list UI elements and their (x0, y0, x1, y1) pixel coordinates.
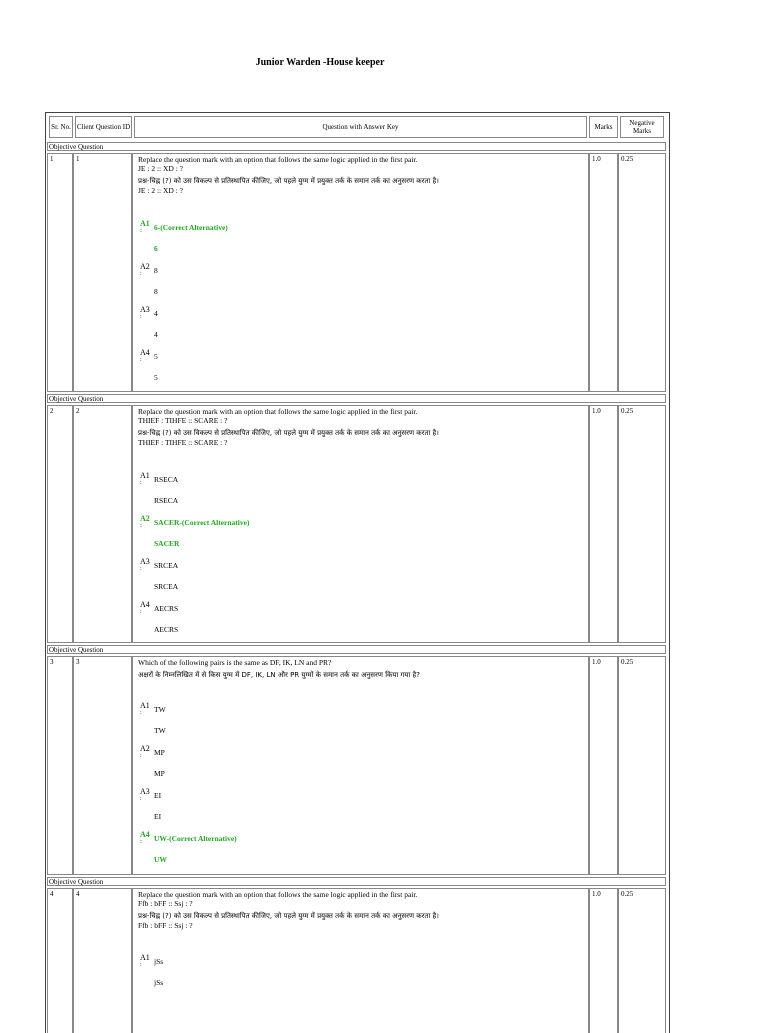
answer-option (140, 262, 440, 298)
question-line: Ffb : bFF :: Ssj : ? (138, 899, 193, 908)
answer-option (140, 305, 440, 341)
question-line: Replace the question mark with an option that follows the same logic applied in the first pair. (138, 407, 418, 416)
option-colon: : (140, 480, 142, 486)
sr-no-cell: 2 (47, 405, 73, 643)
option-repeat-text: SRCEA (154, 582, 179, 591)
option-colon: : (140, 710, 142, 716)
option-label-text: A1 (140, 701, 150, 710)
option-label-text: A1 (140, 953, 150, 962)
option-colon: : (140, 357, 142, 363)
document-title: Junior Warden -House keeper (255, 57, 385, 68)
option-label (140, 830, 152, 845)
option-colon: : (140, 314, 142, 320)
header-client-question-id: Client Question ID (75, 116, 132, 138)
negative-marks-cell: 0.25 (618, 656, 666, 875)
option-label (140, 557, 152, 572)
negative-marks-cell: 0.25 (618, 405, 666, 643)
option-repeat-text: TW (154, 726, 166, 735)
header-sr-no: Sr. No. (49, 116, 73, 138)
client-question-id-cell: 3 (73, 656, 132, 875)
option-label-text: A4 (140, 348, 150, 357)
negative-marks-cell: 0.25 (618, 888, 666, 1033)
option-label-text: A1 (140, 219, 150, 228)
option-text: jSs (154, 957, 164, 966)
header-negative-marks: Negative Marks (620, 116, 664, 138)
answer-option (140, 557, 440, 593)
option-text: 4 (154, 309, 158, 318)
option-repeat-text: RSECA (154, 496, 179, 505)
marks-cell: 1.0 (589, 153, 618, 392)
answer-option (140, 953, 440, 989)
question-line: JE : 2 :: XD : ? (138, 164, 183, 173)
option-label (140, 514, 152, 529)
option-label-text: A3 (140, 557, 150, 566)
option-text: 5 (154, 352, 158, 361)
section-label: Objective Question (47, 394, 666, 403)
marks-cell: 1.0 (589, 405, 618, 643)
option-repeat-text: 6 (154, 244, 158, 253)
question-line: प्रश्न-चिह्न (?) को उस विकल्प से प्रतिस्थापित कीजिए, जो पहले युग्म में प्रयुक्त तर्क के समान तर्क का अनुसरण करता है। (138, 429, 439, 437)
question-line: Which of the following pairs is the same as DF, IK, LN and PR? (138, 658, 332, 667)
question-line: प्रश्न-चिह्न (?) को उस विकल्प से प्रतिस्थापित कीजिए, जो पहले युग्म में प्रयुक्त तर्क के समान तर्क का अनुसरण करता है। (138, 177, 439, 185)
client-question-id-cell: 4 (73, 888, 132, 1033)
option-colon: : (140, 609, 142, 615)
option-repeat-text: MP (154, 769, 165, 778)
option-text: AECRS (154, 604, 179, 613)
option-text: SRCEA (154, 561, 179, 570)
answer-option (140, 514, 440, 550)
option-text: UW-(Correct Alternative) (154, 834, 237, 843)
option-repeat-text: AECRS (154, 625, 179, 634)
option-text: 6-(Correct Alternative) (154, 223, 228, 232)
option-label (140, 348, 152, 363)
option-colon: : (140, 271, 142, 277)
option-text: MP (154, 748, 165, 757)
option-text: 8 (154, 266, 158, 275)
option-label (140, 219, 152, 234)
option-text: EI (154, 791, 162, 800)
section-label: Objective Question (47, 877, 666, 886)
answer-option (140, 701, 440, 737)
question-line: THIEF : TIHFE :: SCARE : ? (138, 416, 228, 425)
answer-option (140, 348, 440, 384)
answer-option (140, 600, 440, 636)
option-colon: : (140, 753, 142, 759)
option-text: SACER-(Correct Alternative) (154, 518, 250, 527)
option-label (140, 787, 152, 802)
sr-no-cell: 3 (47, 656, 73, 875)
option-colon: : (140, 962, 142, 968)
marks-cell: 1.0 (589, 888, 618, 1033)
option-colon: : (140, 796, 142, 802)
question-line: प्रश्न-चिह्न (?) को उस विकल्प से प्रतिस्थापित कीजिए, जो पहले युग्म में प्रयुक्त तर्क के समान तर्क का अनुसरण करता है। (138, 912, 439, 920)
answer-option (140, 787, 440, 823)
option-label-text: A2 (140, 514, 150, 523)
client-question-id-cell: 1 (73, 153, 132, 392)
header-marks: Marks (589, 116, 618, 138)
question-line: JE : 2 :: XD : ? (138, 186, 183, 195)
option-label (140, 471, 152, 486)
answer-option (140, 744, 440, 780)
question-text (138, 155, 439, 195)
question-text (138, 658, 420, 680)
option-label-text: A4 (140, 830, 150, 839)
question-line: Ffb : bFF :: Ssj : ? (138, 921, 193, 930)
option-repeat-text: SACER (154, 539, 180, 548)
option-label (140, 701, 152, 716)
option-label (140, 305, 152, 320)
question-table (45, 112, 670, 1033)
question-text (138, 890, 439, 930)
option-repeat-text: jSs (154, 978, 164, 987)
question-line: Replace the question mark with an option that follows the same logic applied in the first pair. (138, 155, 418, 164)
answer-option (140, 219, 440, 255)
option-text: RSECA (154, 475, 179, 484)
option-label-text: A3 (140, 305, 150, 314)
option-label (140, 953, 152, 968)
negative-marks-cell: 0.25 (618, 153, 666, 392)
option-label (140, 600, 152, 615)
section-label: Objective Question (47, 142, 666, 151)
header-question-with-answer-key: Question with Answer Key (134, 116, 587, 138)
option-repeat-text: 4 (154, 330, 158, 339)
option-text: TW (154, 705, 166, 714)
option-colon: : (140, 523, 142, 529)
question-line: Replace the question mark with an option that follows the same logic applied in the first pair. (138, 890, 418, 899)
option-colon: : (140, 566, 142, 572)
option-colon: : (140, 839, 142, 845)
client-question-id-cell: 2 (73, 405, 132, 643)
option-label-text: A2 (140, 262, 150, 271)
marks-cell: 1.0 (589, 656, 618, 875)
question-text (138, 407, 439, 447)
option-repeat-text: UW (154, 855, 167, 864)
option-label-text: A2 (140, 744, 150, 753)
option-repeat-text: 5 (154, 373, 158, 382)
option-label-text: A1 (140, 471, 150, 480)
answer-option (140, 830, 440, 866)
section-label: Objective Question (47, 645, 666, 654)
sr-no-cell: 4 (47, 888, 73, 1033)
option-label (140, 744, 152, 759)
answer-option (140, 471, 440, 507)
question-line: अक्षरों के निम्नलिखित में से किस युग्म में DF, IK, LN और PR युग्मों के समान तर्क का अनुसरण किया गया है? (138, 671, 420, 679)
option-repeat-text: EI (154, 812, 162, 821)
option-colon: : (140, 228, 142, 234)
option-repeat-text: 8 (154, 287, 158, 296)
sr-no-cell: 1 (47, 153, 73, 392)
option-label-text: A3 (140, 787, 150, 796)
question-line: THIEF : TIHFE :: SCARE : ? (138, 438, 228, 447)
option-label (140, 262, 152, 277)
option-label-text: A4 (140, 600, 150, 609)
